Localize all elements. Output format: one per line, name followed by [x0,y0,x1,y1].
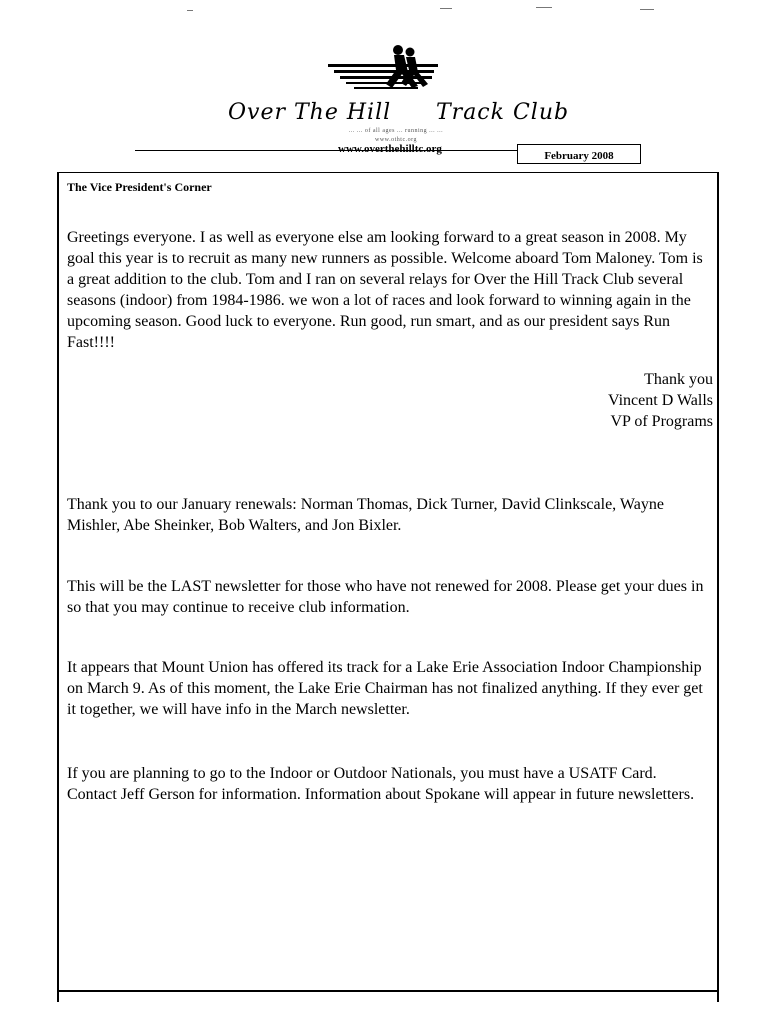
club-name-right: Track Club [436,100,570,125]
club-name-left: Over The Hill [228,100,392,125]
nationals-paragraph: If you are planning to go to the Indoor or Outdoor Nationals, you must have a USATF Card. Contact Jeff Gerson for information. Information about Spokane will appear in future newsletters. [67,765,695,803]
signoff-closing: Thank you [644,371,713,388]
mount-union-paragraph: It appears that Mount Union has offered its track for a Lake Erie Association Indoor Championship on March 9. As of this moment, the Lake Erie Chairman has not finalized anything. If they ever get it together, we will have info in the March newsletter. [67,659,703,718]
signoff-name: Vincent D Walls [608,392,713,409]
last-newsletter-paragraph: This will be the LAST newsletter for those who have not renewed for 2008. Please get your dues in so that you may continue to receive club information. [67,578,704,616]
club-tagline: ... ... of all ages ... running ... ... [348,128,444,134]
club-tagline-url: www.othtc.org [375,137,417,143]
signoff [608,369,713,432]
greeting-paragraph: Greetings everyone. I as well as everyone else am looking forward to a great season in 2008. My goal this year is to recruit as many new runners as possible. Welcome aboard Tom Maloney. Tom is a great addition to the club. Tom and I ran on several relays for Over the Hill Track Club several seasons (indoor) from 1984-1986. we won a lot of races and look forward to winning again in the upcoming season. Good luck to everyone. Run good, run smart, and as our president says Run Fast!!!! [67,229,703,351]
issue-date: February 2008 [517,144,641,164]
scan-mark [440,8,452,9]
runners-logo-icon [320,42,450,102]
section-title: The Vice President's Corner [67,180,212,194]
header-rule [135,150,517,151]
scan-mark [536,7,552,8]
scan-mark [640,9,654,10]
signoff-title: VP of Programs [610,413,713,430]
club-logo [220,42,570,150]
renewals-paragraph: Thank you to our January renewals: Norman Thomas, Dick Turner, David Clinkscale, Wayne Mishler, Abe Sheinker, Bob Walters, and Jon Bixler. [67,496,664,534]
website-url: www.overthehilltc.org [338,143,442,155]
scan-mark [187,10,193,11]
frame-bottom-rule [57,990,719,992]
